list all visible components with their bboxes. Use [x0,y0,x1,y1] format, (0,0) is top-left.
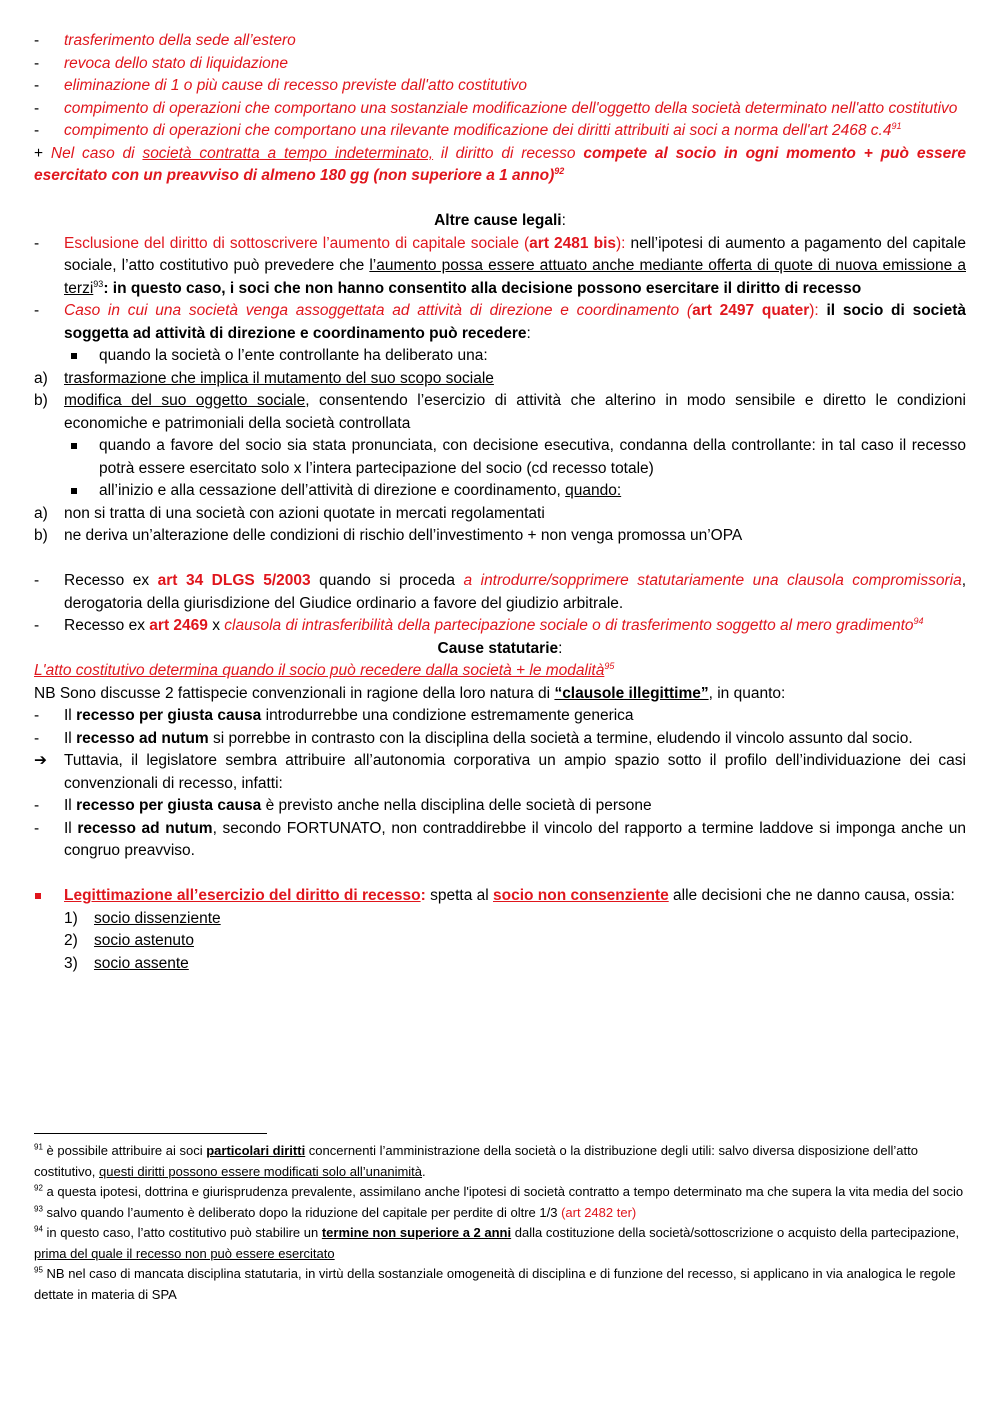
numbered-item: 3) socio assente [64,954,189,972]
document-page [34,30,966,975]
list-item: - compimento di operazioni che comportano una sostanziale modificazione dell'oggetto della società determinato nell'atto costitutivo [34,99,958,117]
legittimazione-item: Legittimazione all’esercizio del diritto di recesso: spetta al socio non consenziente alle decisioni che ne danno causa, ossia: [34,885,966,908]
lettered-item: b) ne deriva un’alterazione delle condizioni di rischio dell’investimento + non venga promossa un’OPA [34,527,743,544]
red-square-bullet-icon [35,893,41,899]
footnote-91: $^{91}$ è possibile attribuire ai soci particolari diritti concernenti l’amministrazione della società o la distribuzione degli utili: salvo diversa disposizione dell’atto costitutivo, questi diritti possono essere modificati solo all’unanimità. [34,1142,918,1179]
footnote-ref: 91 [891,120,902,131]
footnote-94: $^{94}$ in questo caso, l’atto costitutivo può stabilire un termine non superiore a 2 anni dalla costituzione della società/sottoscrizione o acquisto della partecipazione, prima del quale il recesso non può essere esercitato [34,1224,960,1261]
numbered-item: 1) socio dissenziente [64,909,221,927]
footnote-ref: 92 [554,165,565,176]
footnote-ref: 93 [93,278,104,289]
numbered-item: 2) socio astenuto [64,932,194,949]
lettered-item: a) non si tratta di una società con azioni quotate in mercati regolamentati [34,504,545,522]
footnote-ref: 95 [604,660,615,671]
bullet-item: quando a favore del socio sia stata pronunciata, con decisione esecutiva, condanna della controllante: in tal caso il recesso potrà essere esercitato solo x l’intera partecipazione del socio (cd recesso totale) [34,435,966,480]
footnote-93: $^{93}$ salvo quando l’aumento è deliberato dopo la riduzione del capitale per perdite di oltre 1/3 (art 2482 ter) [34,1204,637,1220]
arrow-item: ➔ Tuttavia, il legislatore sembra attribuire all’autonomia corporativa un ampio spazio sotto il profilo dell’individuazione dei casi convenzionali di recesso, infatti: [34,752,966,792]
list-item: - Il recesso per giusta causa introdurrebbe una condizione estremamente generica [34,707,634,724]
section-heading-altre: Altre cause legali: [434,212,566,229]
lettered-item: a) trasformazione che implica il mutamento del suo scopo sociale [34,369,494,387]
list-item: - Recesso ex art 2469 x clausola di intrasferibilità della partecipazione sociale o di trasferimento soggetto al mero gradimento$^{94}$ [34,615,924,634]
list-item: - eliminazione di 1 o più cause di recesso previste dall'atto costitutivo [34,77,528,94]
footnote-ref: 94 [913,615,924,626]
square-bullet-icon [71,443,77,449]
square-bullet-icon [71,353,77,359]
section-heading-statutarie: Cause statutarie: [437,639,563,657]
footnotes [34,1141,966,1305]
lettered-item: b) modifica del suo oggetto sociale, consentendo l’esercizio di attività che alterino in modo sensibile e diretto le condizioni economiche e patrimoniali della società controllata [34,392,966,432]
arrow-right-icon: ➔ [34,752,47,769]
list-item: - Esclusione del diritto di sottoscrivere l’aumento di capitale sociale (art 2481 bis): nell’ipotesi di aumento a pagamento del capitale sociale, l’atto costitutivo può prevedere che l’aumento possa essere attuato anche mediante offerta di quote di nuova emissione a terzi$^{93}$: in questo caso, i soci che non hanno consentito alla decisione possono esercitare il diritto di recesso [34,234,966,297]
footnote-separator [34,1133,267,1134]
list-item: - Il recesso per giusta causa è previsto anche nella disciplina delle società di persone [34,797,652,814]
cause-item-text: trasferimento della sede all’estero [64,32,296,49]
list-item: - Il recesso ad nutum si porrebbe in contrasto con la disciplina della società a termine, eludendo il vincolo assunto dal socio. [34,729,913,747]
list-item: - revoca dello stato di liquidazione [34,54,289,72]
cause-item-text: compimento di operazioni che comportano una sostanziale modificazione dell'oggetto della società determinato nell'atto costitutivo [64,99,958,117]
list-item: - Caso in cui una società venga assoggettata ad attività di direzione e coordinamento (art 2497 quater): il socio di società soggetta ad attività di direzione e coordinamento può recedere: [34,302,966,342]
square-bullet-icon [71,488,77,494]
footnote-95: $^{95}$ NB nel caso di mancata disciplina statutaria, in virtù della sostanziale omogeneità di disciplina e di funzione del recesso, si applicano in via analogica le regole dettate in materia di SPA [34,1265,956,1302]
list-item: - Il recesso ad nutum, secondo FORTUNATO, non contraddirebbe il vincolo del rapporto a termine laddove si imponga anche un congruo preavviso. [34,819,967,859]
indeterminate-paragraph: + Nel caso di società contratta a tempo indeterminato, il diritto di recesso compete al socio in ogni momento + può essere esercitato con un preavviso di almeno 180 gg (non superiore a 1 anno)$^{92}$ [34,144,966,184]
cause-item-text: revoca dello stato di liquidazione [64,54,289,72]
footnote-92: $^{92}$ a questa ipotesi, dottrina e giurisprudenza prevalente, assimilano anche l'ipotesi di società contratto a tempo determinato ma che supera la vita media del socio [34,1183,964,1199]
statutarie-intro: L'atto costitutivo determina quando il socio può recedere dalla società + le modalità$^{95}$ [34,660,615,679]
list-item: - compimento di operazioni che comportano una rilevante modificazione dei diritti attribuiti ai soci a norma dell'art 2468 $c.4^{91}$ [34,120,902,139]
list-item: - trasferimento della sede all’estero [34,32,296,49]
cause-item-text: eliminazione di 1 o più cause di recesso previste dall'atto costitutivo [64,77,528,94]
bullet-item: quando la società o l’ente controllante ha deliberato una: [34,345,966,368]
bullet-item: all’inizio e alla cessazione dell’attività di direzione e coordinamento, quando: [34,480,966,503]
list-item: - Recesso ex art 34 DLGS 5/2003 quando si proceda a introdurre/sopprimere statutariamente una clausola compromissoria, derogatoria della giurisdizione del Giudice ordinario a favore del giudizio arbitrale. [34,572,966,612]
nb-paragraph: NB Sono discusse 2 fattispecie convenzionali in ragione della loro natura di “clausole illegittime”, in quanto: [34,684,786,702]
cause-item-text: compimento di operazioni che comportano una rilevante modificazione dei diritti attribuiti ai soci a norma dell'art 2468 c.4 [64,122,892,139]
